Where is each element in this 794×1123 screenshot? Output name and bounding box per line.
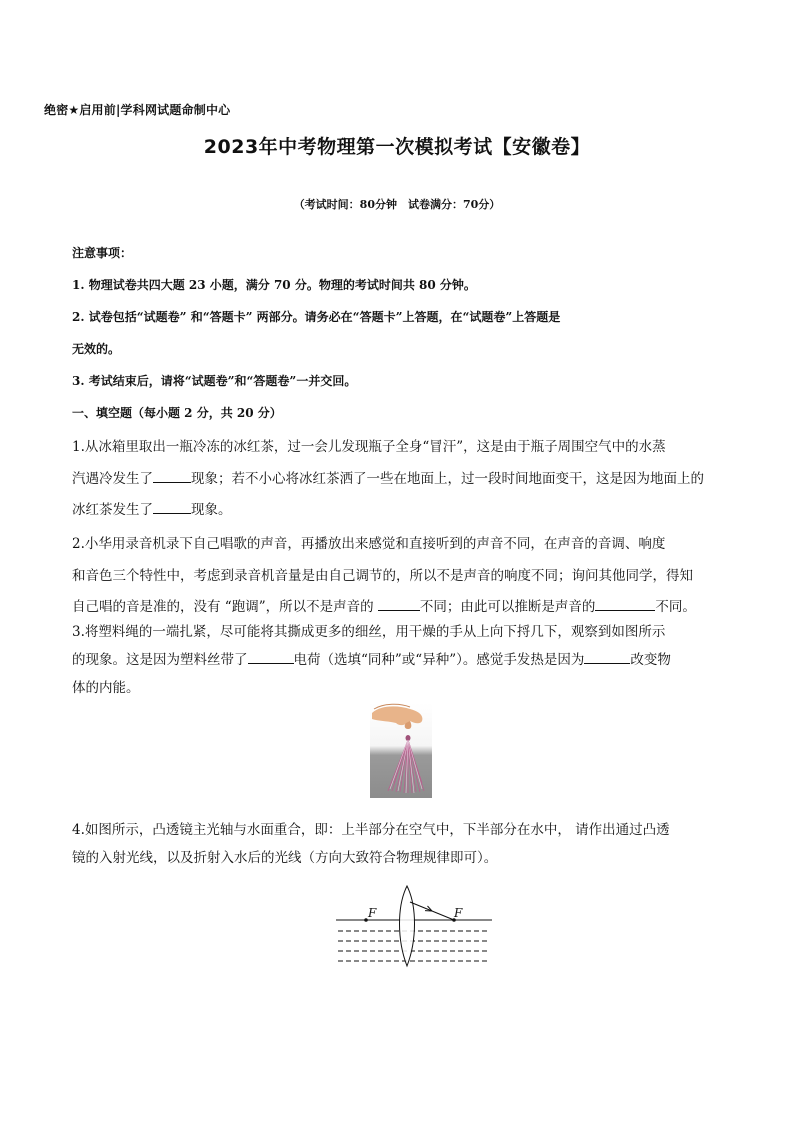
q3-line-2-text-a: 的现象。这是因为塑料丝带了 xyxy=(72,652,248,668)
left-focus-label: F xyxy=(368,906,377,920)
q2-line-3 xyxy=(72,595,696,615)
q3-line-2-text-c: 改变物 xyxy=(630,652,671,668)
q4-line-2: 镜的入射光线，以及折射入水后的光线（方向大致符合物理规律即可）。 xyxy=(72,850,498,866)
q3-blank-1 xyxy=(248,649,294,664)
q1-line-3 xyxy=(72,498,232,518)
q2-line-3-text-a: 自己唱的音是准的，没有 “跑调”，所以不是声音的 xyxy=(72,599,378,615)
q1-line-3-text-b: 现象。 xyxy=(191,502,232,518)
notes-item-2-line-2: 无效的。 xyxy=(72,342,121,356)
header-note: 绝密★启用前|学科网试题命制中心 xyxy=(44,103,231,117)
q3-line-1: 3.将塑料绳的一端扎紧，尽可能将其撕成更多的细丝，用干燥的手从上向下捋几下，观察到如图所示 xyxy=(72,624,666,640)
q2-line-2: 和音色三个特性中，考虑到录音机音量是由自己调节的，所以不是声音的响度不同；询问其他同学，得知 xyxy=(72,568,693,584)
q1-line-3-text-a: 冰红茶发生了 xyxy=(72,502,153,518)
convex-lens-diagram xyxy=(336,884,492,968)
q4-line-1: 4.如图所示，凸透镜主光轴与水面重合，即：上半部分在空气中，下半部分在水中， 请作出通过凸透 xyxy=(72,822,670,838)
q2-line-1: 2.小华用录音机录下自己唱歌的声音，再播放出来感觉和直接听到的声音不同，在声音的音调、响度 xyxy=(72,536,666,552)
right-focus-label: F xyxy=(454,906,463,920)
convex-lens xyxy=(400,886,415,966)
q2-blank-2 xyxy=(595,596,655,611)
q3-line-2-text-b: 电荷（选填“同种”或“异种”）。感觉手发热是因为 xyxy=(293,652,585,668)
q1-line-2 xyxy=(72,467,704,487)
exam-info: （考试时间：80分钟 试卷满分：70分） xyxy=(293,198,501,211)
q1-line-2-text-a: 汽遇冷发生了 xyxy=(72,471,153,487)
q1-blank-2 xyxy=(153,499,191,514)
section-1-heading: 一、填空题（每小题 2 分，共 20 分） xyxy=(72,406,282,420)
q1-blank-1 xyxy=(153,468,191,483)
notes-item-2-line-1: 2. 试卷包括“试题卷” 和“答题卡” 两部分。请务必在“答题卡”上答题，在“试题卷”上答题是 xyxy=(72,310,561,324)
q1-line-2-text-b: 现象；若不小心将冰红茶洒了一些在地面上，过一段时间地面变干，这是因为地面上的 xyxy=(191,471,704,487)
q3-line-3: 体的内能。 xyxy=(72,680,140,696)
plastic-strands-photo xyxy=(370,703,432,798)
q2-blank-1 xyxy=(378,596,420,611)
notes-item-1: 1. 物理试卷共四大题 23 小题，满分 70 分。物理的考试时间共 80 分钟。 xyxy=(72,278,476,292)
q1-line-1: 1.从冰箱里取出一瓶冷冻的冰红茶，过一会儿发现瓶子全身“冒汗”，这是由于瓶子周围空气中的水蒸 xyxy=(72,439,666,455)
q2-line-3-text-c: 不同。 xyxy=(655,599,696,615)
notes-heading: 注意事项： xyxy=(72,246,133,260)
q3-line-2 xyxy=(72,648,671,668)
q2-line-3-text-b: 不同；由此可以推断是声音的 xyxy=(419,599,596,615)
notes-item-3: 3. 考试结束后，请将“试题卷”和“答题卷”一并交回。 xyxy=(72,374,357,388)
q3-blank-2 xyxy=(584,649,630,664)
page-title: 2023年中考物理第一次模拟考试【安徽卷】 xyxy=(203,136,591,158)
